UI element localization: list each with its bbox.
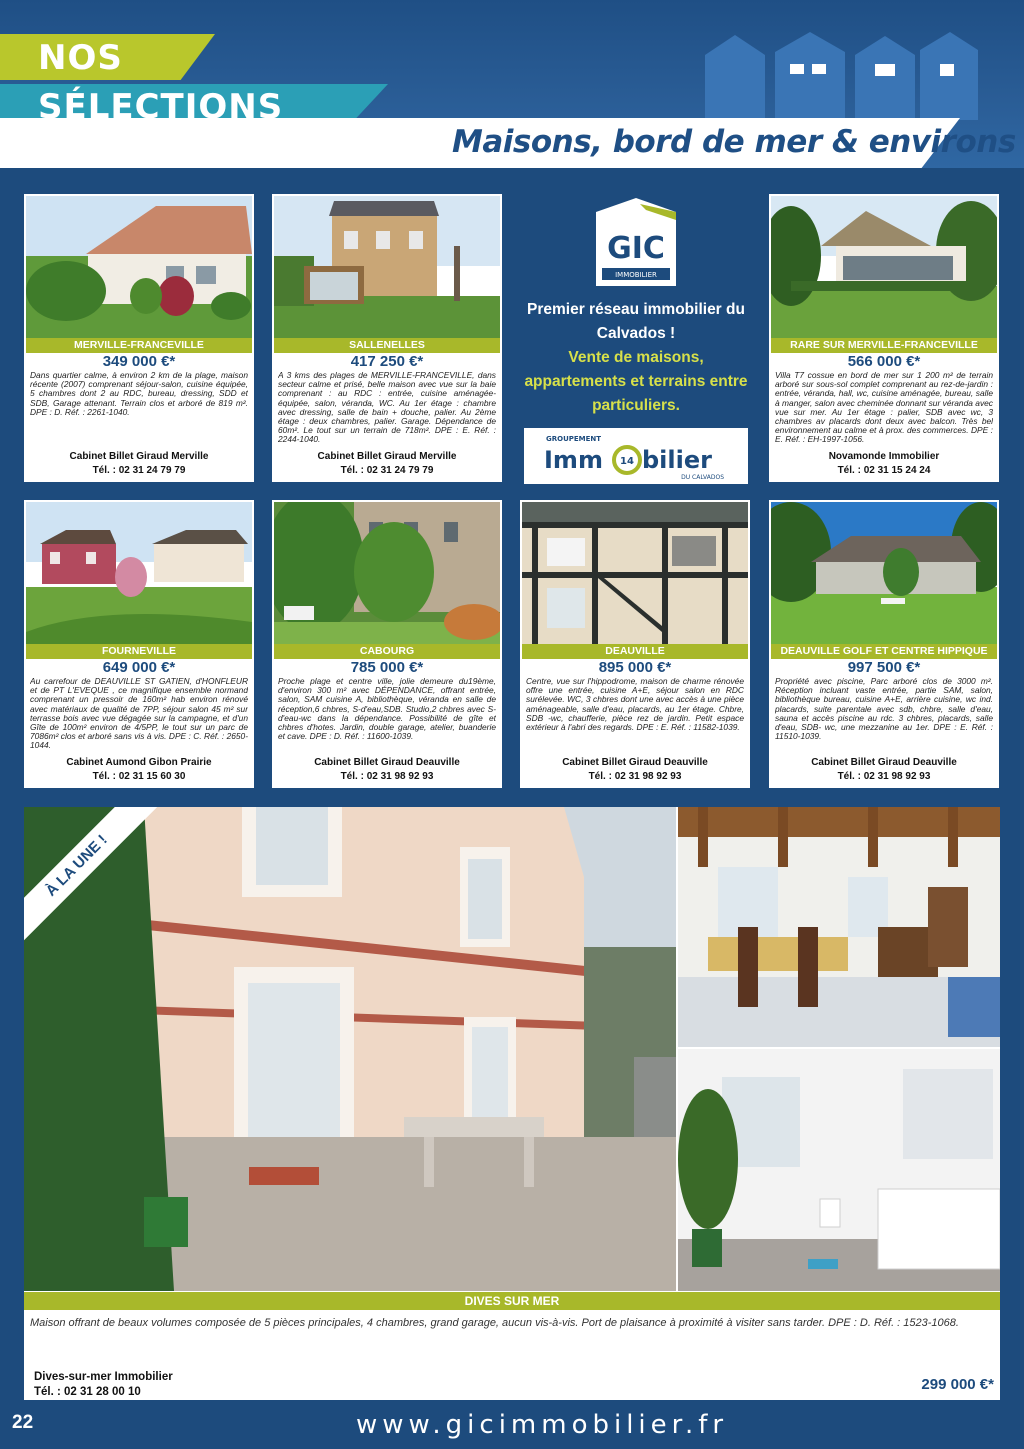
listing-agency: Cabinet Billet Giraud Merville xyxy=(317,451,457,462)
house-photo xyxy=(26,502,252,644)
listing-description: Dans quartier calme, à environ 2 km de la plage, maison récente (2007) comprenant séjour-salon, cuisine équipée, 5 chambres dont 2 au RDC, bureau, dressing, SDD et SDB, Garage attenant. Terrain clos et arboré de 819 m². DPE : D. Réf. : 2261-1040. xyxy=(30,371,248,417)
house-photo xyxy=(771,502,997,644)
listing-phone[interactable]: Tél. : 02 31 98 92 93 xyxy=(837,771,931,782)
listing-price: 417 250 €* xyxy=(350,353,424,370)
header-selections: SÉLECTIONS xyxy=(38,87,284,127)
listing-card[interactable] xyxy=(769,194,999,482)
listing-location: RARE SUR MERVILLE-FRANCEVILLE xyxy=(771,338,997,353)
listing-price: 349 000 €* xyxy=(102,353,176,370)
listing-phone[interactable]: Tél. : 02 31 98 92 93 xyxy=(340,771,434,782)
page-number: 22 xyxy=(12,1412,34,1433)
listing-agency: Cabinet Billet Giraud Deauville xyxy=(314,757,460,768)
featured-price: 299 000 €* xyxy=(921,1376,994,1393)
header-nos: NOS xyxy=(38,38,123,78)
listing-description: Propriété avec piscine, Parc arboré clos de 3000 m². Réception incluant vaste entrée, partie SAM, salon, bibliothèque bureau, cuisine A+E, arrière cuisine, wc ind. placards, suite parentale avec sdb, chbre, salle d'eau, sauna et accès piscine au rdc. 3 chbres, placards, salle d'eau, SDB- wc, une mezzanine au 1er. DPE : E. Réf. : 11510-1039. xyxy=(775,677,993,742)
featured-ribbon xyxy=(24,807,174,957)
listing-price: 785 000 €* xyxy=(350,659,424,676)
listing-location: FOURNEVILLE xyxy=(26,644,252,659)
listing-card[interactable] xyxy=(272,500,502,788)
listing-description: Villa T7 cossue en bord de mer sur 1 200 m² de terrain arboré sur sous-sol complet comprenant au rez-de-jardin : entrée, véranda, hall, wc, cuisine aménagée, bureau, salle à manger, salon avec cheminée donnant sur véranda avec vue sur mer. Au 1er étage : palier, SDB avec wc, 3 chambres av placards dont deux avec balcon. Très bel environnement au calme et à prox. des commerces. DPE : E. Réf. : EH-1997-1056. xyxy=(775,371,993,445)
listing-location: DEAUVILLE GOLF ET CENTRE HIPPIQUE xyxy=(771,644,997,659)
gic-logo-subtext: IMMOBILIER xyxy=(615,271,657,279)
listing-price: 895 000 €* xyxy=(598,659,672,676)
group-label: GROUPEMENT xyxy=(546,435,602,443)
page-subtitle: Maisons, bord de mer & environs xyxy=(452,124,1016,160)
houses-skyline-icon xyxy=(700,30,980,120)
featured-bathroom-photo xyxy=(678,1049,1000,1291)
listing-location: DEAUVILLE xyxy=(522,644,748,659)
listing-agency: Cabinet Billet Giraud Merville xyxy=(69,451,209,462)
gic-logo-icon xyxy=(596,198,676,286)
listing-description: Centre, vue sur l'hippodrome, maison de charme rénovée offre une entrée, cuisine A+E, séjour salon en RDC surélevée. WC, 3 chbres dont une avec accès à une pièce aménageable, salle d'eau, placards, au 1er étage. Chbre, SDB -wc, chaufferie, pièce rez de jardin. Petit espace extérieur à l'abri des regards. DPE : E. Réf. : 11582-1039. xyxy=(526,677,744,733)
listing-price: 566 000 €* xyxy=(847,353,921,370)
listing-card[interactable] xyxy=(272,194,502,482)
listing-agency: Cabinet Aumond Gibon Prairie xyxy=(66,757,212,768)
group-sub: DU CALVADOS xyxy=(681,474,724,481)
house-photo xyxy=(274,196,500,338)
house-photo xyxy=(274,502,500,644)
featured-location: DIVES SUR MER xyxy=(24,1292,1000,1310)
listing-phone[interactable]: Tél. : 02 31 15 24 24 xyxy=(837,465,931,476)
listing-price: 997 500 €* xyxy=(847,659,921,676)
listing-phone[interactable]: Tél. : 02 31 15 60 30 xyxy=(92,771,186,782)
house-photo xyxy=(26,196,252,338)
house-photo xyxy=(771,196,997,338)
listing-agency: Cabinet Billet Giraud Deauville xyxy=(562,757,708,768)
featured-ribbon-text: À LA UNE ! xyxy=(24,807,162,951)
featured-agency: Dives-sur-mer Immobilier xyxy=(34,1371,173,1383)
group-name-right: bilier xyxy=(642,446,712,474)
gic-logo-text: GIC xyxy=(607,231,665,266)
listing-card[interactable] xyxy=(769,500,999,788)
listing-card[interactable] xyxy=(24,500,254,788)
group-number: 14 xyxy=(620,456,634,467)
listing-description: A 3 kms des plages de MERVILLE-FRANCEVILLE, dans secteur calme et prisé, belle maison avec vue sur la baie comprenant : au RDC : entrée, cuisine aménagée-équipée, salon, véranda, WC. Au 1er étage : chambre avec dressing, salle de bain + douche, palier. Au 2ème étage : deux chambres, palier. Garage. Dépendance de 60m². Le tout sur un terrain de 718m². DPE : E. Réf. : 2244-1040. xyxy=(278,371,496,445)
listing-description: Proche plage et centre ville, jolie demeure du19ème, d'environ 300 m² avec DÉPENDANCE, offrant entrée, salon, SAM cuisine A, bibliothèque, véranda en salle de réception,6 chbres, S-d'eau,SDB. Studio,2 chbres avec S- d'eau-wc dans la dépendance. Possibilité de gîte et chbres d'hotes. Jardin, double garage, atelier, buanderie et cave. DPE : D. Réf. : 11600-1039. xyxy=(278,677,496,742)
group-name-left: Imm xyxy=(544,446,603,474)
ad-headline: Premier réseau immobilier du Calvados ! xyxy=(527,301,745,342)
listing-phone[interactable]: Tél. : 02 31 24 79 79 xyxy=(92,465,186,476)
listing-agency: Novamonde Immobilier xyxy=(828,451,940,462)
ad-tagline: Vente de maisons, appartements et terrains entre particuliers. xyxy=(524,349,748,414)
listing-agency: Cabinet Billet Giraud Deauville xyxy=(811,757,957,768)
gic-advert[interactable] xyxy=(520,194,752,484)
website-link[interactable]: www.gicimmobilier.fr xyxy=(356,1410,729,1440)
listing-phone[interactable]: Tél. : 02 31 24 79 79 xyxy=(340,465,434,476)
listing-location: SALLENELLES xyxy=(274,338,500,353)
listing-price: 649 000 €* xyxy=(102,659,176,676)
listing-phone[interactable]: Tél. : 02 31 98 92 93 xyxy=(588,771,682,782)
featured-phone[interactable]: Tél. : 02 31 28 00 10 xyxy=(34,1386,141,1398)
listing-card[interactable] xyxy=(520,500,750,788)
listing-location: CABOURG xyxy=(274,644,500,659)
house-photo xyxy=(522,502,748,644)
listing-card[interactable] xyxy=(24,194,254,482)
listing-description: Au carrefour de DEAUVILLE ST GATIEN, d'HONFLEUR et de PT L'EVEQUE , ce magnifique ensemble normand comprenant un pressoir de 160m² hab environ rénové avec matériaux de qualité de 7PP, séjour salon 45 m² sur terrasse bois avec vue dégagée sur la campagne, et d'un Gîte de 100m² environ de 4/5PP, le tout sur un parc de 7086m² clos et arboré sans vis à vis. DPE : C. Réf. : 2650-1044. xyxy=(30,677,248,751)
page-header xyxy=(0,0,1024,168)
featured-listing[interactable] xyxy=(24,807,1000,1400)
listing-location: MERVILLE-FRANCEVILLE xyxy=(26,338,252,353)
featured-living-room-photo xyxy=(678,807,1000,1047)
featured-description: Maison offrant de beaux volumes composée de 5 pièces principales, 4 chambres, grand garage, aucun vis-à-vis. Port de plaisance à proximité à visiter sans tarder. DPE : D. Réf. : 1523-1068. xyxy=(30,1317,959,1329)
immobilier14-logo-icon xyxy=(520,428,752,484)
